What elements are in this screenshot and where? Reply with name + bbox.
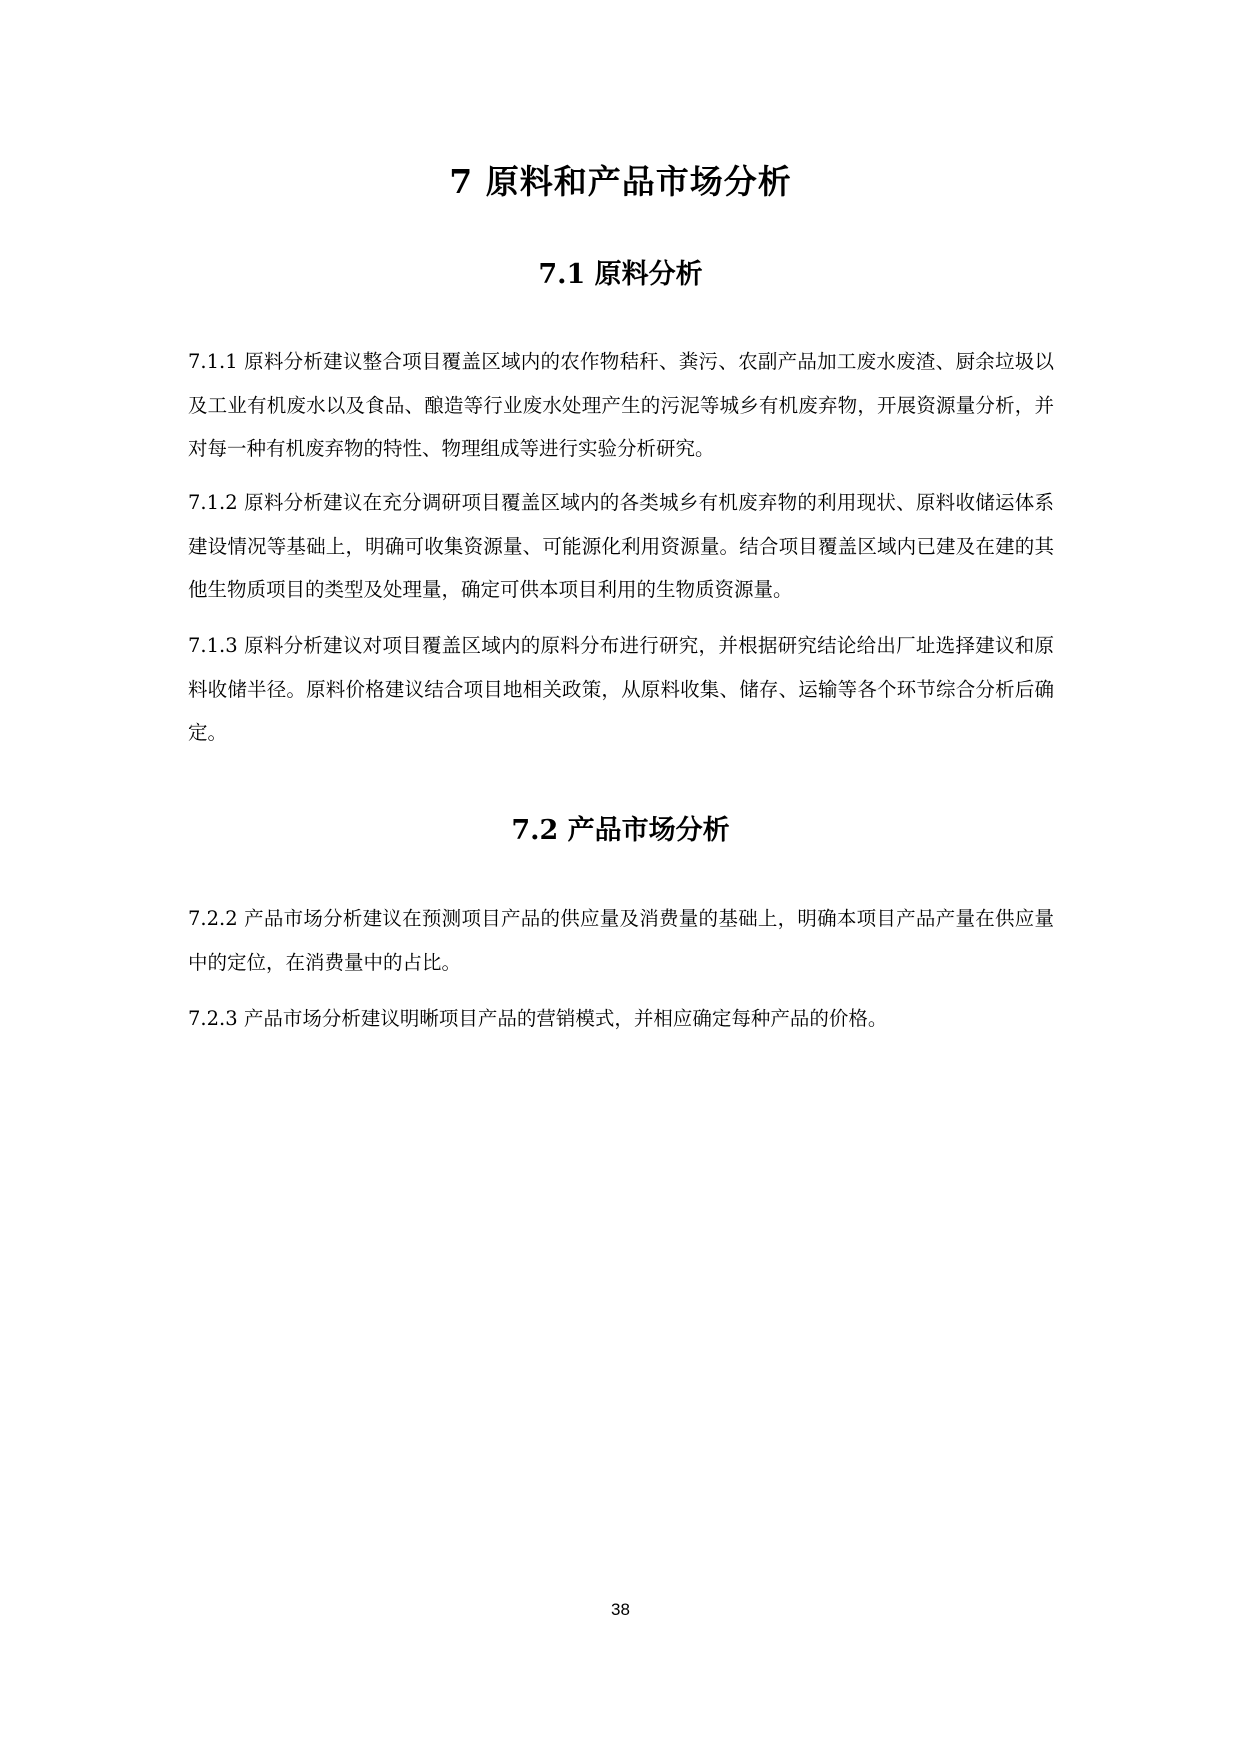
paragraph-7-2-3: 7.2.3 产品市场分析建议明晰项目产品的营销模式，并相应确定每种产品的价格。 (188, 1007, 888, 1030)
paragraph-7-2-2: 7.2.2 产品市场分析建议在预测项目产品的供应量及消费量的基础上，明确本项目产品产量在供应量中的定位，在消费量中的占比。 (188, 907, 1054, 974)
paragraph-7-1-1: 7.1.1 原料分析建议整合项目覆盖区域内的农作物秸秆、粪污、农副产品加工废水废渣、厨余垃圾以及工业有机废水以及食品、酿造等行业废水处理产生的污泥等城乡有机废弃物，开展资源量分析，并对每一种有机废弃物的特性、物理组成等进行实验分析研究。 (188, 350, 1054, 460)
paragraph-7-1-3: 7.1.3 原料分析建议对项目覆盖区域内的原料分布进行研究，并根据研究结论给出厂址选择建议和原料收储半径。原料价格建议结合项目地相关政策，从原料收集、储存、运输等各个环节综合分析后确定。 (188, 634, 1054, 744)
chapter-title: 7 原料和产品市场分析 (449, 162, 792, 201)
paragraph-7-1-2: 7.1.2 原料分析建议在充分调研项目覆盖区域内的各类城乡有机废弃物的利用现状、原料收储运体系建设情况等基础上，明确可收集资源量、可能源化利用资源量。结合项目覆盖区域内已建及在建的其他生物质项目的类型及处理量，确定可供本项目利用的生物质资源量。 (188, 491, 1054, 601)
section-title-7-1: 7.1 原料分析 (538, 259, 703, 290)
section-title-7-2: 7.2 产品市场分析 (511, 815, 730, 846)
page-number: 38 (611, 1600, 630, 1619)
